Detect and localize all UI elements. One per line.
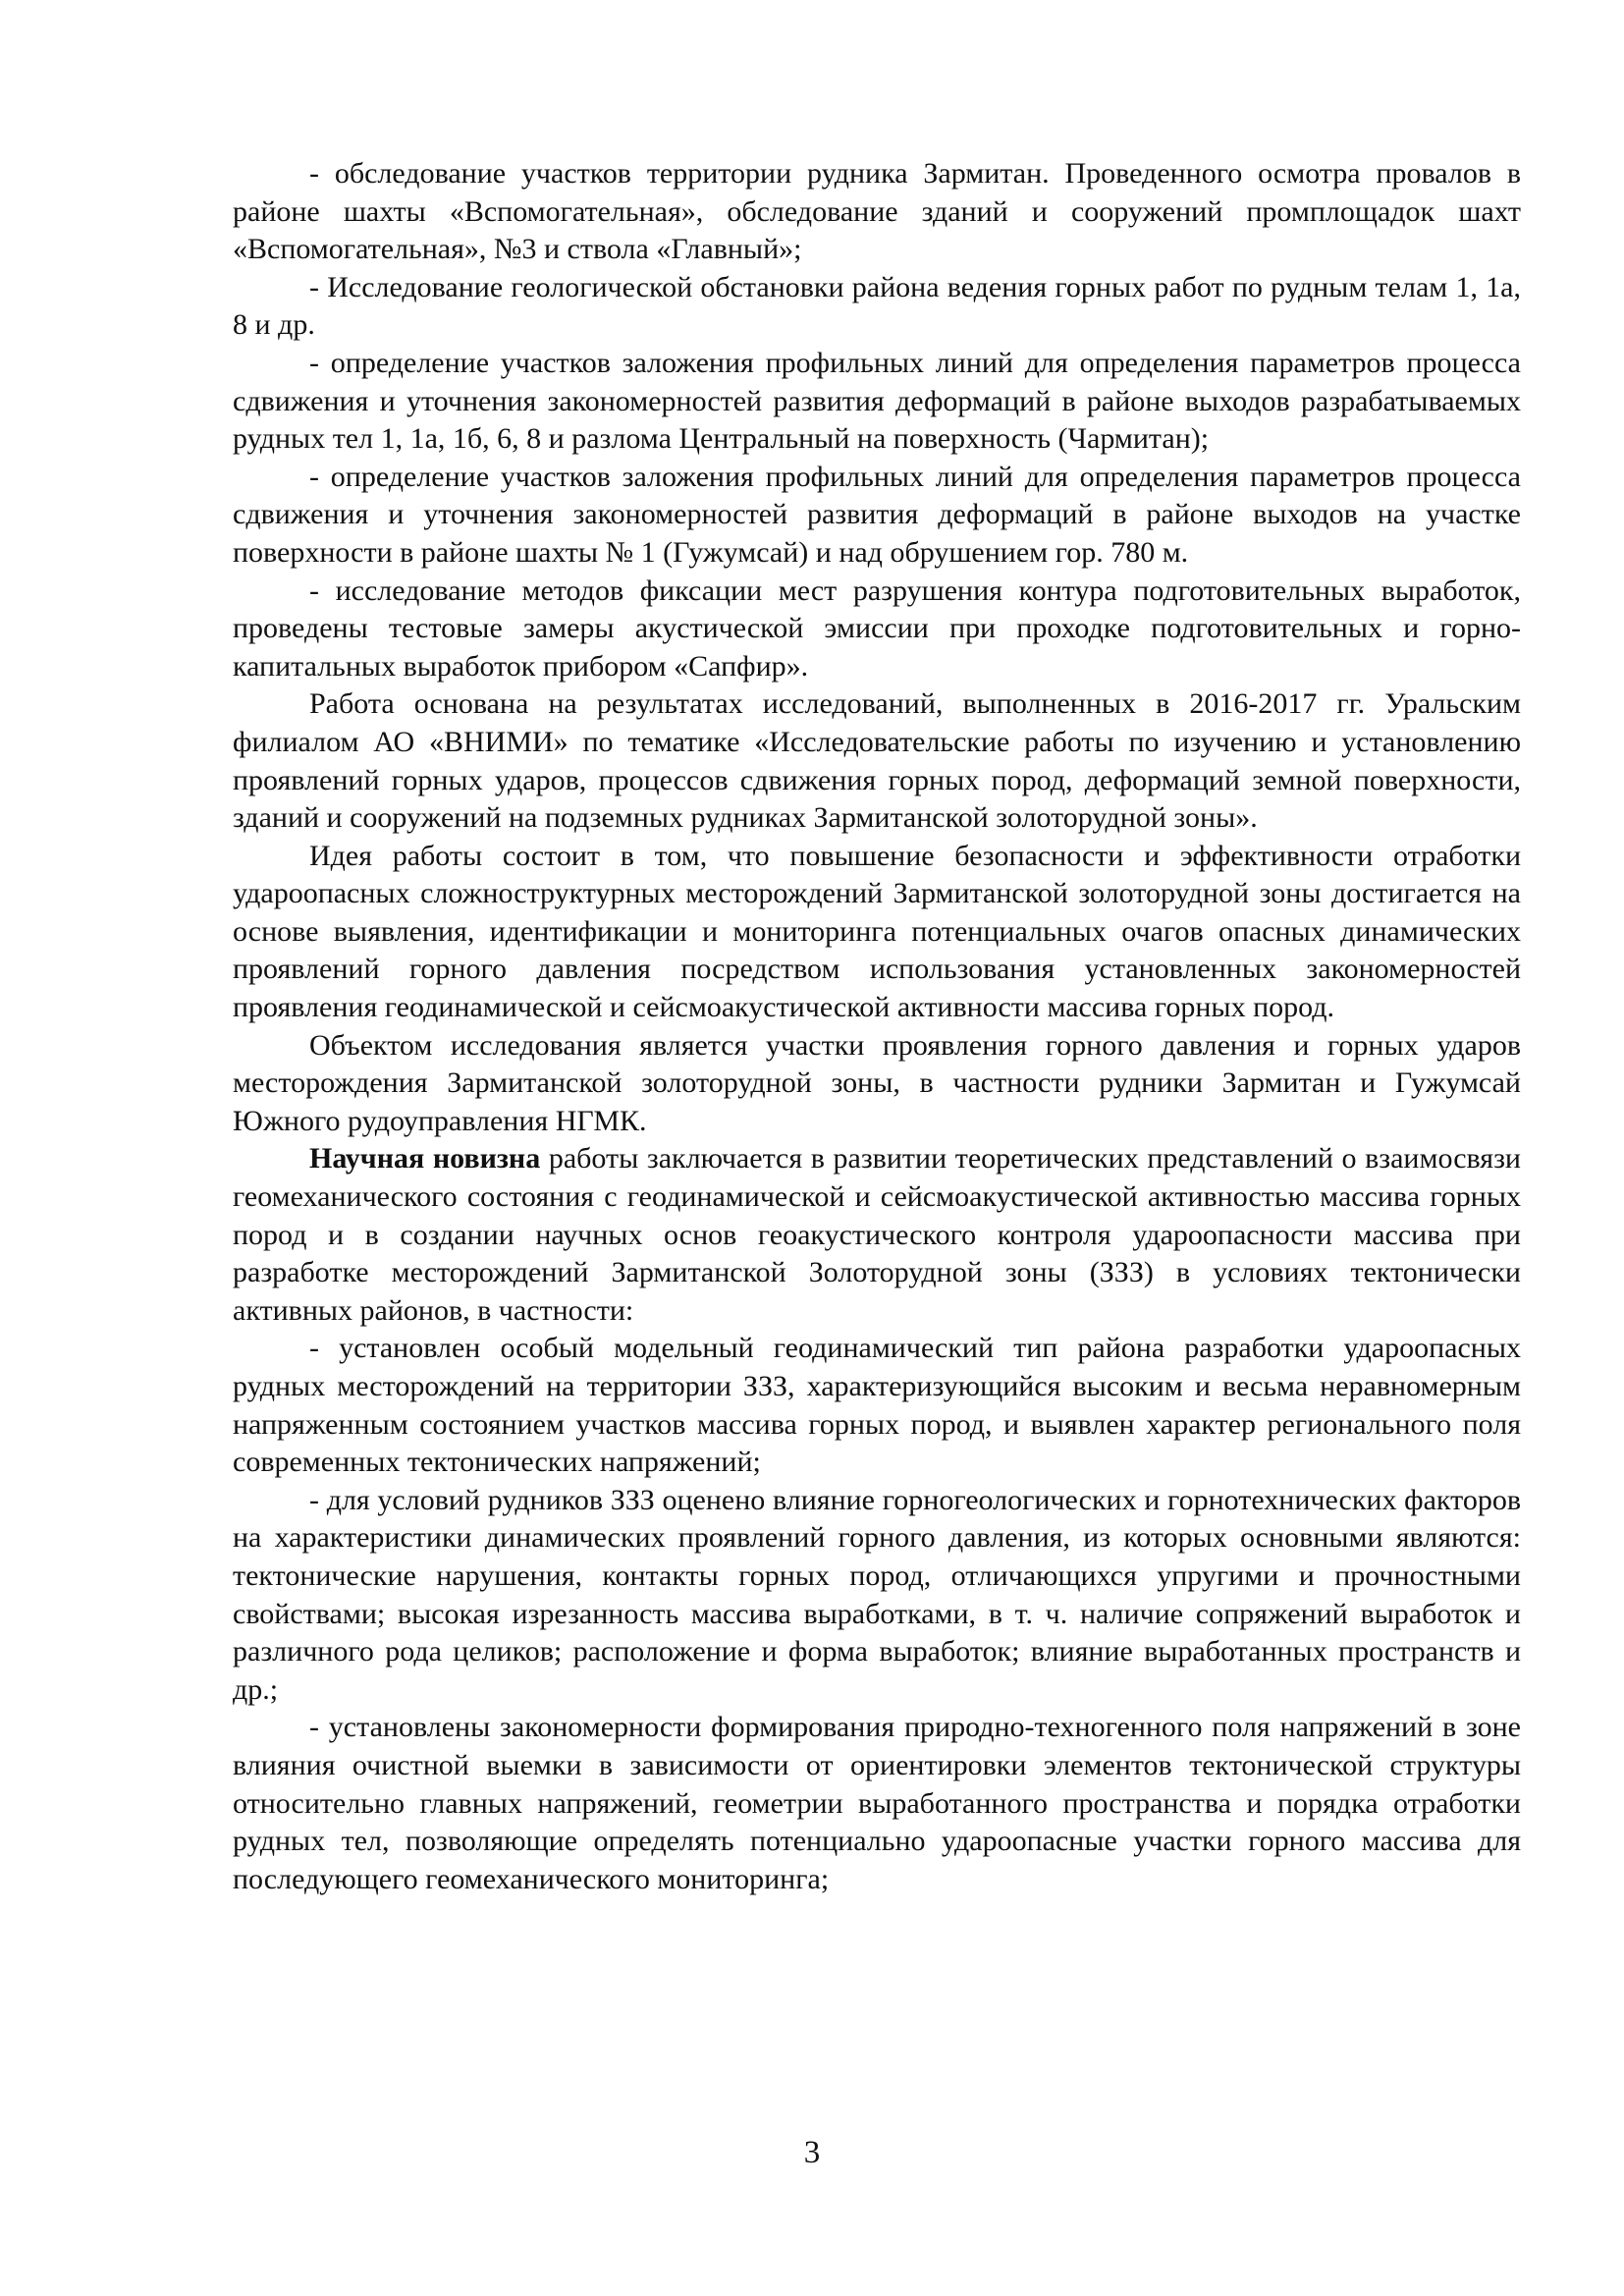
page-number: 3	[803, 2135, 821, 2170]
paragraph: Идея работы состоит в том, что повышение безопасности и эффективности отработки удароопасных сложноструктурных месторождений Зармитанской золоторудной зоны достигается на основе выявления, идентификации и мониторинга потенциальных очагов опасных динамических проявлений горного давления посредством использования установленных закономерностей проявления геодинамической и сейсмоакустической активности массива горных пород.	[233, 839, 1521, 1024]
bold-term: Научная новизна	[309, 1142, 541, 1175]
paragraph: - установлен особый модельный геодинамический тип района разработки удароопасных рудных месторождений на территории ЗЗЗ, характеризующийся высоким и весьма неравномерным напряженным состоянием участков массива горных пород, и выявлен характер регионального поля современных тектонических напряжений;	[233, 1332, 1521, 1479]
paragraph: - для условий рудников ЗЗЗ оценено влияние горногеологических и горнотехнических факторов на характеристики динамических проявлений горного давления, из которых основными являются: тектонические нарушения, контакты горных пород, отличающихся упругими и прочностными свойствами; высокая изрезанность массива выработками, в т. ч. наличие сопряжений выработок и различного рода целиков; расположение и форма выработок; влияние выработанных пространств и др.;	[233, 1483, 1521, 1706]
paragraph: - обследование участков территории рудника Зармитан. Проведенного осмотра провалов в районе шахты «Вспомогательная», обследование зданий и сооружений промплощадок шахт «Вспомогательная», №3 и ствола «Главный»;	[233, 157, 1521, 266]
paragraph: Объектом исследования является участки проявления горного давления и горных ударов месторождения Зармитанской золоторудной зоны, в частности рудники Зармитан и Гужумсай Южного рудоуправления НГМК.	[233, 1028, 1521, 1137]
paragraph-scientific-novelty: Научная новизна работы заключается в развитии теоретических представлений о взаимосвязи геомеханического состояния с геодинамической и сейсмоакустической активностью массива горных пород и в создании научных основ геоакустического контроля удароопасности массива при разработке месторождений Зармитанской Золоторудной зоны (ЗЗЗ) в условиях тектонически активных районов, в частности:	[233, 1142, 1521, 1327]
paragraph: - установлены закономерности формирования природно-техногенного поля напряжений в зоне влияния очистной выемки в зависимости от ориентировки элементов тектонической структуры относительно главных напряжений, геометрии выработанного пространства и порядка отработки рудных тел, позволяющие определять потенциально удароопасные участки горного массива для последующего геомеханического мониторинга;	[233, 1711, 1521, 1895]
paragraph: - исследование методов фиксации мест разрушения контура подготовительных выработок, проведены тестовые замеры акустической эмиссии при проходке подготовительных и горно-капитальных выработок прибором «Сапфир».	[233, 574, 1521, 683]
paragraph: - определение участков заложения профильных линий для определения параметров процесса сдвижения и уточнения закономерностей развития деформаций в районе выходов на участке поверхности в районе шахты № 1 (Гужумсай) и над обрушением гор. 780 м.	[233, 460, 1521, 569]
paragraph: Работа основана на результатах исследований, выполненных в 2016-2017 гг. Уральским филиалом АО «ВНИМИ» по тематике «Исследовательские работы по изучению и установлению проявлений горных ударов, процессов сдвижения горных пород, деформаций земной поверхности, зданий и сооружений на подземных рудниках Зармитанской золоторудной зоны».	[233, 687, 1521, 835]
paragraph: - Исследование геологической обстановки района ведения горных работ по рудным телам 1, 1а, 8 и др.	[233, 270, 1521, 342]
paragraph: - определение участков заложения профильных линий для определения параметров процесса сдвижения и уточнения закономерностей развития деформаций в районе выходов разрабатываемых рудных тел 1, 1а, 1б, 6, 8 и разлома Центральный на поверхность (Чармитан);	[233, 346, 1521, 456]
document-body	[233, 155, 1521, 1898]
